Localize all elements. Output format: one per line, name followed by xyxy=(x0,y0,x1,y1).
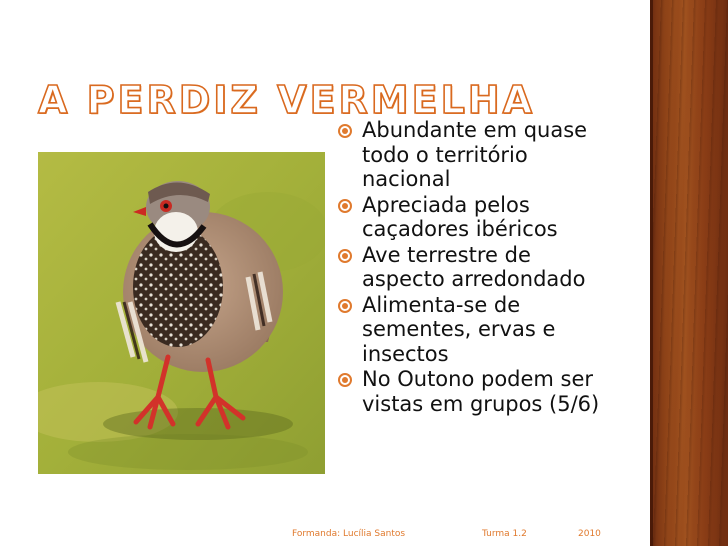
footer-class: Turma 1.2 xyxy=(482,529,527,539)
list-item xyxy=(338,293,613,367)
circle-dot-icon xyxy=(338,373,352,387)
list-item xyxy=(338,118,613,192)
footer-author: Formanda: Lucília Santos xyxy=(292,529,406,539)
footer-year: 2010 xyxy=(578,529,601,539)
circle-dot-icon xyxy=(338,299,352,313)
bullet-text: Abundante em quase todo o território nacional xyxy=(362,118,588,191)
circle-dot-icon xyxy=(338,199,352,213)
list-item xyxy=(338,243,613,292)
list-item xyxy=(338,367,613,416)
partridge-photo xyxy=(38,152,325,474)
bullet-list xyxy=(338,118,613,417)
slide-title: A PERDIZ VERMELHA xyxy=(38,78,535,122)
bullet-text: Apreciada pelos caçadores ibéricos xyxy=(362,192,558,241)
bullet-text: Alimenta-se de sementes, ervas e insectos xyxy=(362,292,556,366)
circle-dot-icon xyxy=(338,249,352,263)
list-item xyxy=(338,193,613,242)
circle-dot-icon xyxy=(338,124,352,138)
bullet-text: No Outono podem ser vistas em grupos (5/6) xyxy=(362,367,600,416)
decorative-wood-bar xyxy=(650,0,728,546)
bullet-text: Ave terrestre de aspecto arredondado xyxy=(362,242,586,291)
